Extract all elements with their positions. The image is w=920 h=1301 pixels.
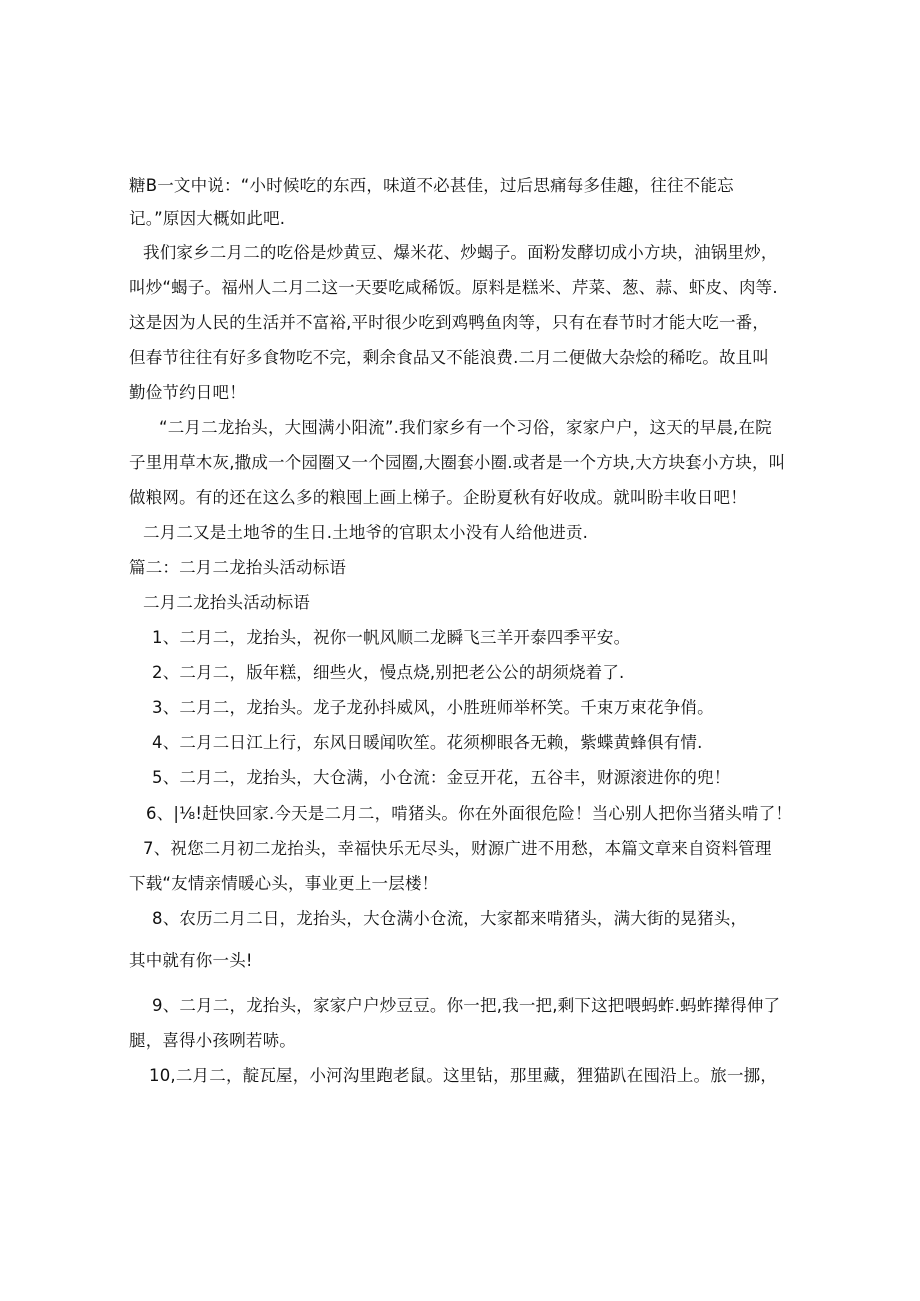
list-item: 1、二月二，龙抬头，祝你一帆风顺二龙瞬飞三羊开泰四季平安。 [152,628,631,647]
text-line: 这是因为人民的生活并不富裕,平时很少吃到鸡鸭鱼肉等，只有在春节时才能大吃一番， [129,313,770,332]
list-item: 3、二月二，龙抬头。龙子龙孙抖威风，小胜班师举杯笑。千束万束花争俏。 [152,698,714,717]
list-item: 8、农历二月二日，龙抬头，大仓满小仓流，大家都来啃猪头，满大街的晃猪头， [152,909,748,928]
section-heading: 篇二：二月二龙抬头活动标语 [129,558,347,577]
text-line: “二月二龙抬头，大囤满小阳流”.我们家乡有一个习俗，家家户户，这天的早晨,在院 [159,418,772,437]
list-item: 5、二月二，龙抬头，大仓满，小仓流：金豆开花，五谷丰，财源滚进你的兜！ [152,768,731,787]
section-subheading: 二月二龙抬头活动标语 [143,593,310,612]
list-item-continuation: 其中就有你一头! [129,951,253,970]
text-line: 糖B一文中说：“小时候吃的东西，味道不必甚佳，过后思痛每多佳趣，往往不能忘 [129,176,734,195]
text-line: 勤俭节约日吧！ [129,383,246,402]
list-item: 2、二月二，版年糕，细些火，慢点烧,别把老公公的胡须烧着了. [152,663,625,682]
text-line: 叫炒“蝎子。福州人二月二这一天要吃咸稀饭。原料是糕米、芹菜、葱、蒜、虾皮、肉等. [129,278,778,297]
list-item: 7、祝您二月初二龙抬头，幸福快乐无尽头，财源广进不用愁，本篇文章来自资料管理 [143,839,772,858]
list-item-continuation: 下载“友情亲情暖心头，事业更上一层楼！ [129,874,439,893]
text-line: 子里用草木灰,撒成一个园圈又一个园圈,大圈套小圈.或者是一个方块,大方块套小方块，叫 [129,453,786,472]
text-line: 二月二又是土地爷的生日.土地爷的官职太小没有人给他进贡. [143,523,589,542]
list-item: 9、二月二，龙抬头，家家户户炒豆豆。你一把,我一把,剩下这把喂蚂蚱.蚂蚱撵得伸了 [152,996,781,1015]
list-item-continuation: 腿，喜得小孩咧若哧。 [129,1031,296,1050]
text-line: 我们家乡二月二的吃俗是炒黄豆、爆米花、炒蝎子。面粉发酵切成小方块，油锅里炒， [143,243,778,262]
list-item: 4、二月二日江上行，东风日暖闻吹笙。花须柳眼各无赖，紫蝶黄蜂俱有情. [152,733,703,752]
list-item: 10,二月二，靛瓦屋，小河沟里跑老鼠。这里钻，那里藏，狸猫趴在囤沿上。旅一挪， [149,1066,778,1085]
text-line: 做粮网。有的还在这么多的粮囤上画上梯子。企盼夏秋有好收成。就叫盼丰收日吧！ [129,488,747,507]
text-line: 记。”原因大概如此吧. [129,209,286,228]
list-item: 6、|⅛!赶快回家.今天是二月二，啃猪头。你在外面很危险！当心别人把你当猪头啃了！ [146,804,793,823]
text-line: 但春节往往有好多食物吃不完，剩余食品又不能浪费.二月二便做大杂烩的稀吃。故且叫 [129,348,770,367]
